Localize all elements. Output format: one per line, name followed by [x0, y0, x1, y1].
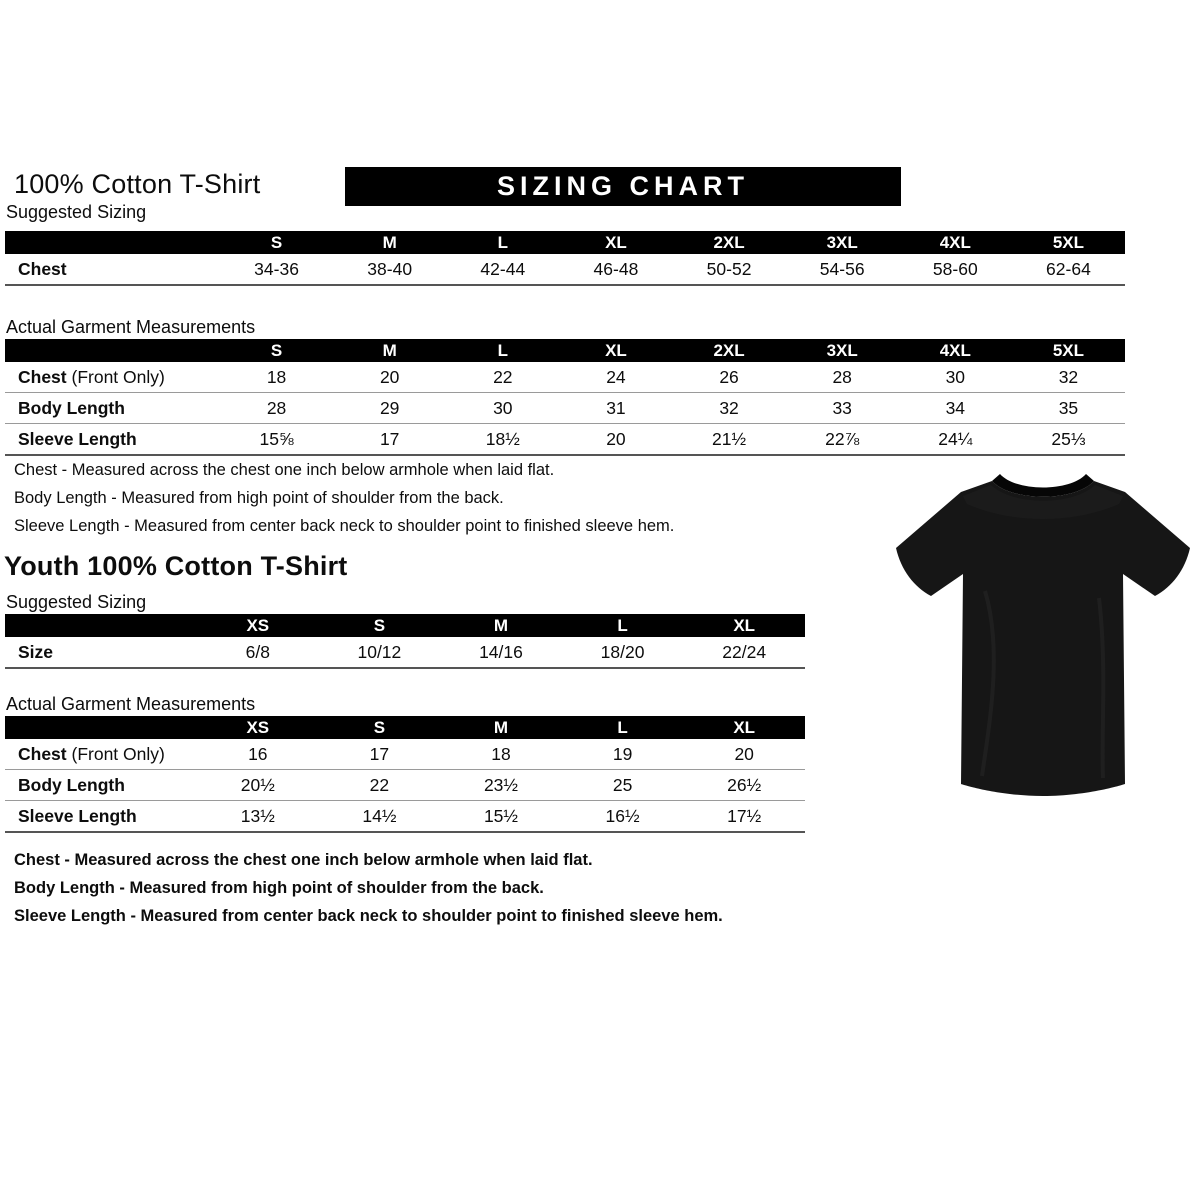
adult-measurement-notes	[14, 456, 674, 540]
measurement-cell: 46-48	[559, 254, 672, 285]
adult-suggested-sizing-label: Suggested Sizing	[6, 202, 147, 222]
measurement-cell: 30	[899, 362, 1012, 393]
size-header-row	[5, 231, 1125, 254]
measurement-cell: 18	[440, 739, 562, 770]
size-column-header: XS	[197, 716, 319, 739]
measurement-row	[5, 254, 1125, 285]
sizing-chart-banner: SIZING CHART	[345, 167, 901, 206]
measurement-cell: 32	[1012, 362, 1125, 393]
measurement-cell: 20	[683, 739, 805, 770]
measurement-cell: 34	[899, 393, 1012, 424]
size-column-header: 3XL	[786, 339, 899, 362]
measurement-cell: 25⅓	[1012, 424, 1125, 456]
measurement-cell: 54-56	[786, 254, 899, 285]
size-column-header: XL	[683, 614, 805, 637]
measurement-cell: 24	[559, 362, 672, 393]
measurement-cell: 38-40	[333, 254, 446, 285]
measurement-cell: 22⅞	[786, 424, 899, 456]
row-label-header	[5, 339, 220, 362]
adult-garment-measurements-label: Actual Garment Measurements	[6, 317, 256, 337]
measurement-cell: 20	[559, 424, 672, 456]
size-column-header: 2XL	[673, 231, 786, 254]
measurement-row	[5, 770, 805, 801]
youth-measurement-notes	[14, 846, 723, 930]
note-chest: Chest - Measured across the chest one inch below armhole when laid flat.	[14, 461, 555, 479]
size-column-header: M	[440, 716, 562, 739]
size-column-header: 2XL	[673, 339, 786, 362]
adult-suggested-sizing-table	[5, 231, 1125, 286]
measurement-row	[5, 637, 805, 668]
row-label-header	[5, 231, 220, 254]
size-column-header: 4XL	[899, 339, 1012, 362]
measurement-row	[5, 801, 805, 833]
measurement-cell: 33	[786, 393, 899, 424]
note-sleeve-length: Sleeve Length - Measured from center back neck to shoulder point to finished sleeve hem.	[14, 517, 675, 535]
measurement-cell: 14½	[319, 801, 441, 833]
note-chest: Chest - Measured across the chest one inch below armhole when laid flat.	[14, 851, 593, 869]
measurement-cell: 18½	[446, 424, 559, 456]
size-column-header: S	[220, 339, 333, 362]
measurement-cell: 17	[333, 424, 446, 456]
row-label-header	[5, 614, 197, 637]
youth-suggested-sizing-label: Suggested Sizing	[6, 592, 147, 612]
adult-title: 100% Cotton T-Shirt	[14, 169, 261, 199]
measurement-cell: 34-36	[220, 254, 333, 285]
youth-suggested-sizing-table	[5, 614, 805, 669]
note-body-length: Body Length - Measured from high point of shoulder from the back.	[14, 489, 504, 507]
size-column-header: M	[333, 339, 446, 362]
measurement-cell: 28	[220, 393, 333, 424]
measurement-cell: 16½	[562, 801, 684, 833]
size-column-header: 5XL	[1012, 339, 1125, 362]
measurement-cell: 10/12	[319, 637, 441, 668]
measurement-cell: 20½	[197, 770, 319, 801]
size-header-row	[5, 614, 805, 637]
size-column-header: S	[319, 614, 441, 637]
size-header-row	[5, 339, 1125, 362]
size-header-row	[5, 716, 805, 739]
measurement-cell: 20	[333, 362, 446, 393]
measurement-row	[5, 362, 1125, 393]
row-label: Body Length	[5, 770, 197, 801]
black-tshirt-image	[893, 466, 1193, 806]
size-column-header: L	[562, 716, 684, 739]
measurement-cell: 22	[319, 770, 441, 801]
measurement-cell: 15½	[440, 801, 562, 833]
note-body-length: Body Length - Measured from high point of shoulder from the back.	[14, 879, 544, 897]
measurement-cell: 18/20	[562, 637, 684, 668]
measurement-cell: 58-60	[899, 254, 1012, 285]
measurement-cell: 25	[562, 770, 684, 801]
size-column-header: M	[440, 614, 562, 637]
measurement-cell: 14/16	[440, 637, 562, 668]
size-column-header: S	[319, 716, 441, 739]
measurement-cell: 31	[559, 393, 672, 424]
measurement-cell: 19	[562, 739, 684, 770]
measurement-cell: 50-52	[673, 254, 786, 285]
row-label: Chest (Front Only)	[5, 739, 197, 770]
tshirt-graphic	[893, 466, 1193, 806]
measurement-cell: 35	[1012, 393, 1125, 424]
measurement-cell: 17½	[683, 801, 805, 833]
measurement-row	[5, 424, 1125, 456]
measurement-cell: 21½	[673, 424, 786, 456]
measurement-cell: 16	[197, 739, 319, 770]
size-column-header: XL	[683, 716, 805, 739]
row-label-header	[5, 716, 197, 739]
measurement-cell: 26½	[683, 770, 805, 801]
size-column-header: L	[446, 231, 559, 254]
row-label: Chest	[5, 254, 220, 285]
measurement-cell: 30	[446, 393, 559, 424]
adult-garment-measurements-table	[5, 339, 1125, 456]
measurement-cell: 62-64	[1012, 254, 1125, 285]
measurement-cell: 17	[319, 739, 441, 770]
measurement-cell: 13½	[197, 801, 319, 833]
note-sleeve-length: Sleeve Length - Measured from center back neck to shoulder point to finished sleeve hem.	[14, 907, 723, 925]
row-label: Size	[5, 637, 197, 668]
youth-garment-measurements-label: Actual Garment Measurements	[6, 694, 256, 714]
measurement-cell: 6/8	[197, 637, 319, 668]
measurement-row	[5, 739, 805, 770]
measurement-cell: 15⅝	[220, 424, 333, 456]
row-label: Chest (Front Only)	[5, 362, 220, 393]
size-column-header: XL	[559, 231, 672, 254]
measurement-cell: 42-44	[446, 254, 559, 285]
size-column-header: S	[220, 231, 333, 254]
measurement-cell: 18	[220, 362, 333, 393]
tshirt-body	[896, 481, 1190, 796]
measurement-cell: 24¼	[899, 424, 1012, 456]
size-column-header: XL	[559, 339, 672, 362]
youth-garment-measurements-table	[5, 716, 805, 833]
measurement-cell: 32	[673, 393, 786, 424]
size-column-header: XS	[197, 614, 319, 637]
size-column-header: M	[333, 231, 446, 254]
size-column-header: 5XL	[1012, 231, 1125, 254]
row-label: Sleeve Length	[5, 801, 197, 833]
row-label: Sleeve Length	[5, 424, 220, 456]
size-column-header: L	[446, 339, 559, 362]
youth-title: Youth 100% Cotton T-Shirt	[4, 551, 348, 581]
size-column-header: 3XL	[786, 231, 899, 254]
row-label: Body Length	[5, 393, 220, 424]
measurement-cell: 28	[786, 362, 899, 393]
measurement-cell: 23½	[440, 770, 562, 801]
measurement-cell: 29	[333, 393, 446, 424]
size-column-header: 4XL	[899, 231, 1012, 254]
measurement-row	[5, 393, 1125, 424]
measurement-cell: 22	[446, 362, 559, 393]
measurement-cell: 26	[673, 362, 786, 393]
size-column-header: L	[562, 614, 684, 637]
measurement-cell: 22/24	[683, 637, 805, 668]
